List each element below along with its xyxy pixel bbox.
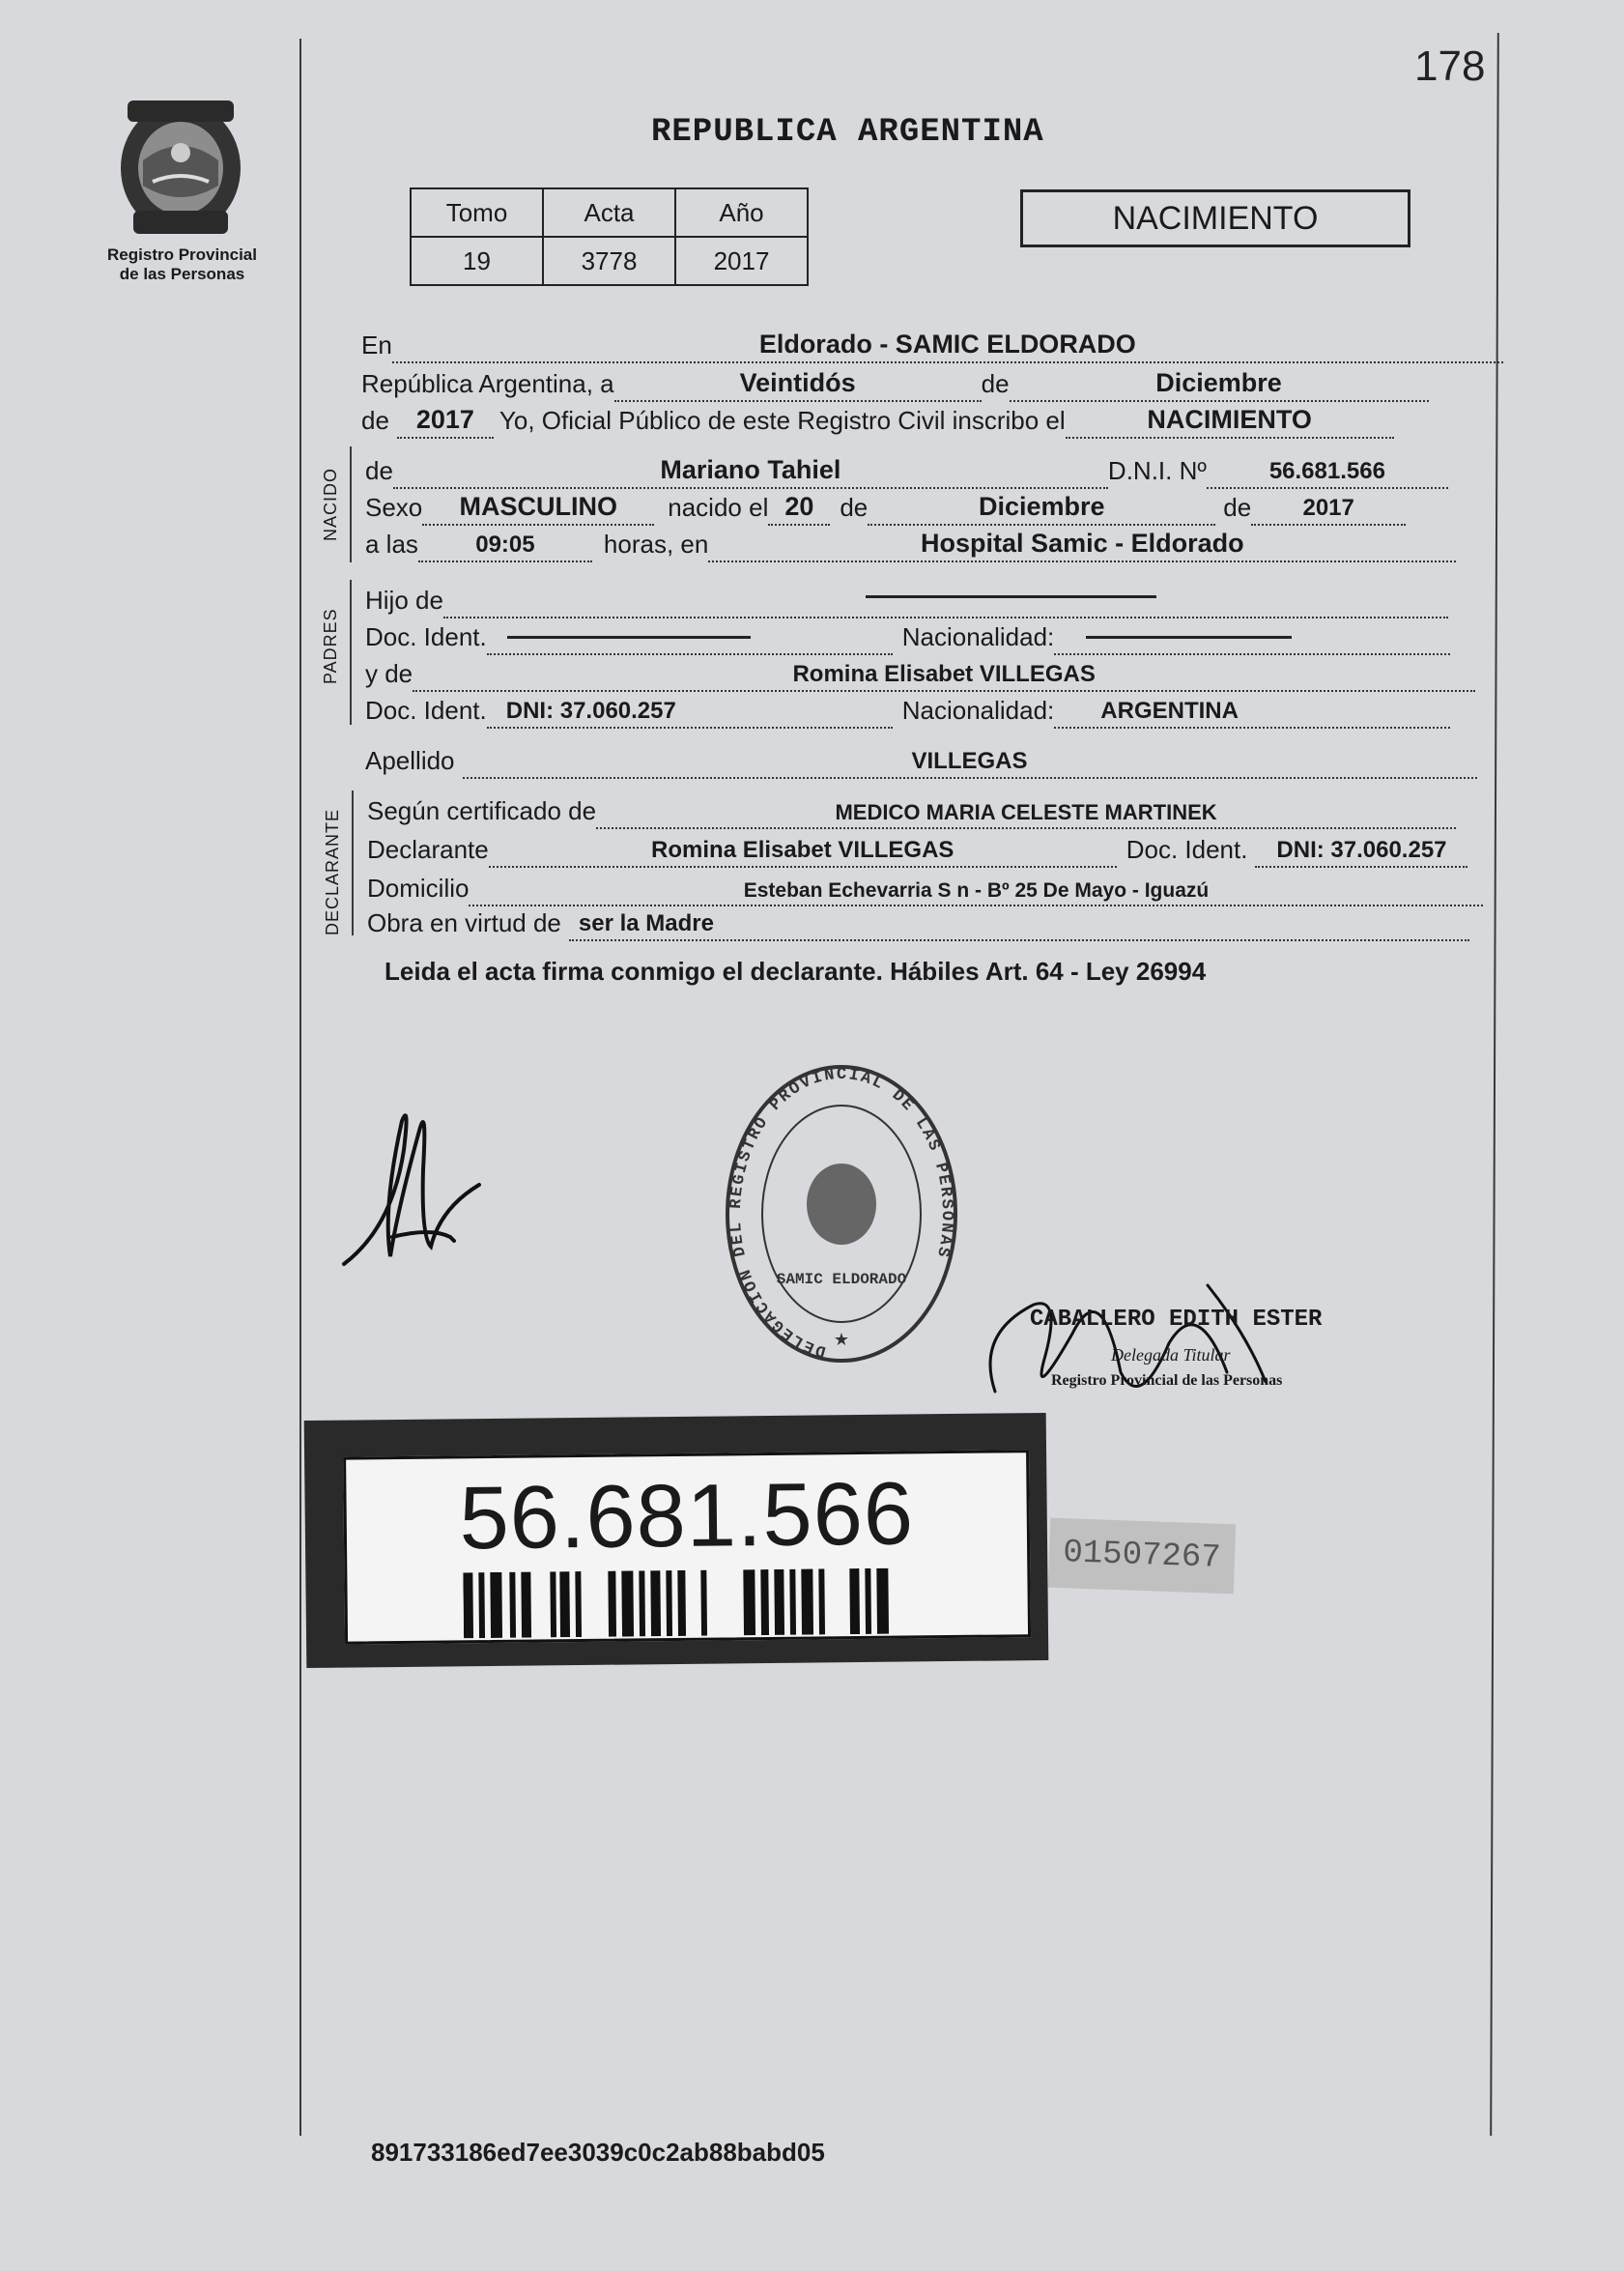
- value-cell: 19: [411, 237, 543, 285]
- field-capacity: ser la Madre: [569, 905, 1469, 941]
- document-hash: 891733186ed7ee3039c0c2ab88babd05: [371, 2138, 825, 2167]
- signer-org: Registro Provincial de las Personas: [1051, 1372, 1283, 1389]
- label: Doc. Ident.: [365, 696, 487, 725]
- row-father: [365, 580, 1448, 618]
- field-time: 09:05: [418, 526, 592, 562]
- label: de: [361, 406, 389, 435]
- record-numbers-table: [410, 187, 809, 286]
- field-birth-month: Diciembre: [868, 489, 1215, 526]
- field-declarant-doc: DNI: 37.060.257: [1255, 831, 1467, 868]
- row-date: [361, 363, 1429, 402]
- label: Nacionalidad:: [901, 622, 1055, 651]
- label: En: [361, 331, 392, 359]
- field-birth-day: 20: [768, 489, 830, 526]
- header-cell: Acta: [543, 188, 675, 237]
- row-surname: [365, 740, 1477, 779]
- row-mother: [365, 653, 1475, 692]
- field-mother-doc: DNI: 37.060.257: [487, 692, 893, 729]
- field-certificate: MEDICO MARIA CELESTE MARTINEK: [596, 792, 1456, 829]
- label: y de: [365, 659, 413, 688]
- barcode-icon: [463, 1568, 900, 1639]
- label: Doc. Ident.: [365, 622, 487, 651]
- row-place: [361, 325, 1503, 363]
- field-mother-nationality: ARGENTINA: [1054, 692, 1450, 729]
- field-birth-place: Hospital Samic - Eldorado: [708, 526, 1456, 562]
- registry-name: Registro Provincial de las Personas: [107, 245, 257, 283]
- row-capacity: [367, 903, 1469, 941]
- label: Según certificado de: [367, 796, 597, 825]
- label: a las: [365, 530, 418, 559]
- field-sex: MASCULINO: [422, 489, 654, 526]
- field-month: Diciembre: [1010, 365, 1429, 402]
- row-born-sex: [365, 487, 1406, 526]
- row-mother-doc: [365, 690, 1450, 729]
- row-statement: [361, 400, 1394, 439]
- label: Declarante: [367, 835, 489, 864]
- section-divider: [350, 580, 352, 725]
- row-address: [367, 868, 1483, 906]
- label: de: [840, 493, 869, 522]
- document-title: REPUBLICA ARGENTINA: [651, 114, 1044, 151]
- control-number-label: 01507267: [1048, 1518, 1236, 1595]
- label: Apellido: [365, 746, 455, 775]
- label: Doc. Ident.: [1125, 835, 1248, 864]
- field-born-dni: 56.681.566: [1207, 452, 1448, 489]
- header-cell: Año: [675, 188, 808, 237]
- field-mother: Romina Elisabet VILLEGAS: [413, 655, 1475, 692]
- id-number-sticker: [304, 1413, 1049, 1668]
- row-father-doc: [365, 617, 1450, 655]
- label: República Argentina, a: [361, 369, 614, 398]
- section-label-born: NACIDO: [321, 467, 340, 541]
- row-certificate: [367, 791, 1456, 829]
- field-birth-year: 2017: [1251, 489, 1406, 526]
- field-year: 2017: [397, 402, 494, 439]
- label: Hijo de: [365, 586, 443, 615]
- misiones-emblem-icon: [114, 93, 247, 238]
- section-label-parents: PADRES: [321, 608, 340, 684]
- label: de: [1223, 493, 1252, 522]
- field-father-doc: [487, 618, 893, 655]
- signer-name: CABALLERO EDITH ESTER: [1030, 1307, 1323, 1333]
- section-divider: [350, 446, 352, 562]
- field-father-nationality: [1054, 618, 1450, 655]
- row-born-name: [365, 450, 1448, 489]
- seal-inner-text: SAMIC ELDORADO: [776, 1271, 907, 1288]
- label: nacido el: [668, 493, 769, 522]
- label: de: [365, 456, 393, 485]
- field-declarant-name: Romina Elisabet VILLEGAS: [489, 831, 1117, 868]
- official-seal: [721, 1059, 962, 1368]
- label: Nacionalidad:: [901, 696, 1055, 725]
- record-type-box: NACIMIENTO: [1020, 189, 1410, 247]
- row-born-time: [365, 524, 1456, 562]
- field-address: Esteban Echevarria S n - Bº 25 De Mayo - Iguazú: [469, 870, 1483, 906]
- label: Obra en virtud de: [367, 908, 561, 937]
- field-surname: VILLEGAS: [463, 742, 1477, 779]
- value-cell: 3778: [543, 237, 675, 285]
- svg-text:★: ★: [833, 1330, 850, 1349]
- row-declarant: [367, 829, 1467, 868]
- label: Domicilio: [367, 874, 470, 903]
- label: horas, en: [603, 530, 709, 559]
- label: Sexo: [365, 493, 423, 522]
- left-margin-line: [299, 39, 301, 2136]
- field-father: [443, 582, 1448, 618]
- section-label-declarant: DECLARANTE: [323, 808, 342, 935]
- value-cell: 2017: [675, 237, 808, 285]
- label: D.N.I. Nº: [1107, 456, 1207, 485]
- label: Yo, Oficial Público de este Registro Civil inscribo el: [499, 406, 1066, 435]
- signature-scribble: [976, 1256, 1391, 1421]
- signer-role: Delegada Titular: [1111, 1345, 1231, 1365]
- field-day: Veintidós: [614, 365, 982, 402]
- page-number: 178: [1414, 43, 1486, 90]
- sticker-inner: [343, 1450, 1031, 1644]
- header-cell: Tomo: [411, 188, 543, 237]
- record-numbers-header-row: [411, 188, 808, 237]
- seal-text: DELEGACION DEL REGISTRO PROVINCIAL DE LAS PERSONAS: [727, 1065, 956, 1361]
- label: de: [981, 369, 1010, 398]
- field-place: Eldorado - SAMIC ELDORADO: [392, 327, 1503, 363]
- signature-scribble: [334, 1092, 489, 1276]
- sticker-number: 56.681.566: [458, 1464, 915, 1568]
- field-act: NACIMIENTO: [1066, 402, 1394, 439]
- field-born-name: Mariano Tahiel: [393, 452, 1108, 489]
- reading-note: Leida el acta firma conmigo el declarante. Hábiles Art. 64 - Ley 26994: [385, 957, 1207, 986]
- section-divider: [352, 791, 354, 935]
- record-numbers-value-row: [411, 237, 808, 285]
